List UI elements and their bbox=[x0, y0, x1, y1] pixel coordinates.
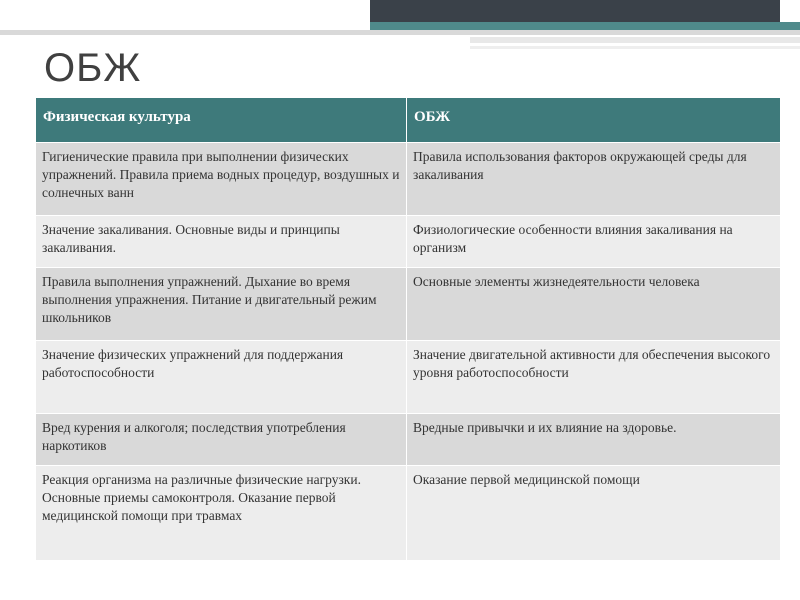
table-row bbox=[36, 216, 781, 268]
top-dark-band bbox=[370, 0, 780, 22]
table-cell: Физиологические особенности влияния закаливания на организм bbox=[407, 216, 781, 268]
header-physical-culture: Физическая культура bbox=[36, 98, 407, 143]
table-cell: Реакция организма на различные физические нагрузки. Основные приемы самоконтроля. Оказание первой медицинской помощи при травмах bbox=[36, 466, 407, 561]
table-cell: Основные элементы жизнедеятельности человека bbox=[407, 268, 781, 341]
table-cell: Правила использования факторов окружающей среды для закаливания bbox=[407, 143, 781, 216]
table-cell: Значение двигательной активности для обеспечения высокого уровня работоспособности bbox=[407, 341, 781, 414]
table-cell: Правила выполнения упражнений. Дыхание во время выполнения упражнения. Питание и двигательный режим школьников bbox=[36, 268, 407, 341]
top-light-band-3 bbox=[470, 46, 800, 49]
top-light-band-2 bbox=[470, 37, 800, 43]
table-row bbox=[36, 143, 781, 216]
table-cell: Гигиенические правила при выполнении физических упражнений. Правила приема водных процедур, воздушных и солнечных ванн bbox=[36, 143, 407, 216]
slide-title: ОБЖ bbox=[44, 46, 142, 90]
table-row bbox=[36, 466, 781, 561]
table-row bbox=[36, 268, 781, 341]
top-teal-band bbox=[370, 22, 800, 30]
table-cell: Вред курения и алкоголя; последствия употребления наркотиков bbox=[36, 414, 407, 466]
top-light-band bbox=[0, 30, 800, 35]
table-cell: Значение закаливания. Основные виды и принципы закаливания. bbox=[36, 216, 407, 268]
header-obzh: ОБЖ bbox=[407, 98, 781, 143]
table-header-row bbox=[36, 98, 781, 143]
comparison-table bbox=[35, 97, 781, 561]
table-row bbox=[36, 414, 781, 466]
table-row bbox=[36, 341, 781, 414]
table-cell: Вредные привычки и их влияние на здоровье. bbox=[407, 414, 781, 466]
table-cell: Значение физических упражнений для поддержания работоспособности bbox=[36, 341, 407, 414]
table-cell: Оказание первой медицинской помощи bbox=[407, 466, 781, 561]
